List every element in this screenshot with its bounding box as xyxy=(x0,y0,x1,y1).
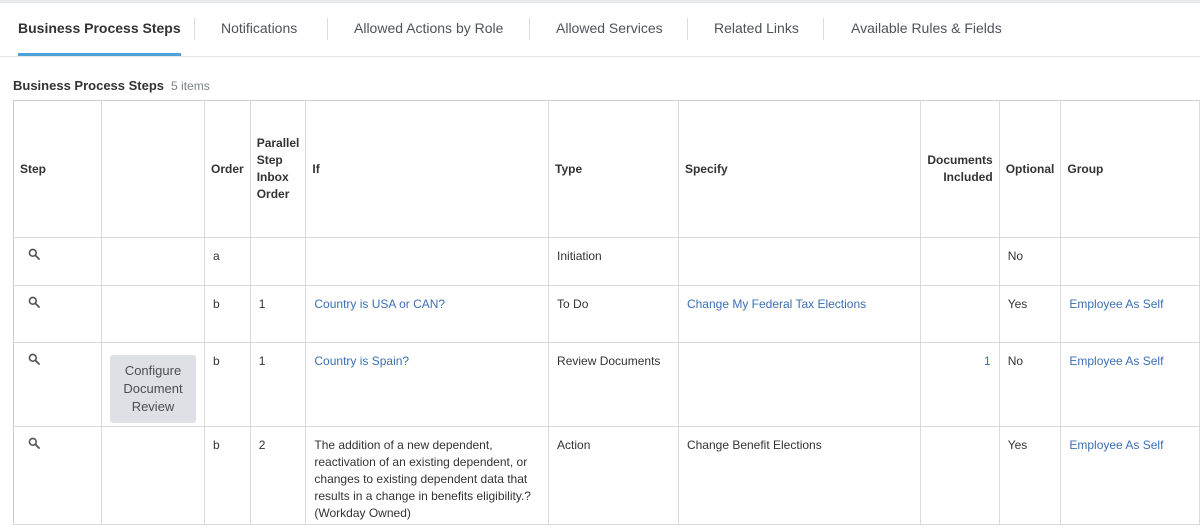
magnifier-icon[interactable] xyxy=(28,248,40,260)
step-cell xyxy=(14,343,102,427)
tab-divider xyxy=(194,18,195,40)
table-row xyxy=(14,238,1200,286)
tab-divider xyxy=(529,18,530,40)
tab-divider xyxy=(823,18,824,40)
magnifier-icon[interactable] xyxy=(28,296,40,308)
optional-cell: No xyxy=(999,343,1061,427)
specify-cell xyxy=(678,286,920,343)
group-cell xyxy=(1061,343,1200,427)
column-header-specify[interactable]: Specify xyxy=(678,101,920,238)
column-header-documents-included[interactable]: Documents Included xyxy=(921,101,999,238)
tab-allowed-services[interactable]: Allowed Services xyxy=(556,20,663,36)
group-link[interactable]: Employee As Self xyxy=(1069,354,1164,368)
condition-link[interactable]: Country is Spain? xyxy=(314,354,410,368)
tab-notifications[interactable]: Notifications xyxy=(221,20,298,36)
item-count: 5 items xyxy=(171,79,210,93)
parallel-order-cell xyxy=(250,238,306,286)
condition-link[interactable]: Country is USA or CAN? xyxy=(314,297,446,311)
tab-divider xyxy=(327,18,328,40)
step-cell xyxy=(14,238,102,286)
action-cell xyxy=(102,238,205,286)
specify-cell xyxy=(678,238,920,286)
specify-cell xyxy=(678,343,920,427)
tab-business-process-steps[interactable]: Business Process Steps xyxy=(18,3,181,56)
documents-cell xyxy=(921,238,999,286)
action-cell xyxy=(102,286,205,343)
table-header-row xyxy=(14,101,1200,238)
tab-bar xyxy=(0,3,1200,57)
documents-count-link[interactable]: 1 xyxy=(984,354,991,368)
section-title-text: Business Process Steps xyxy=(13,78,165,93)
column-header-parallel-step-inbox-order[interactable]: Parallel Step Inbox Order xyxy=(250,101,306,238)
column-header-type[interactable]: Type xyxy=(549,101,679,238)
table-row xyxy=(14,427,1200,525)
column-header-order[interactable]: Order xyxy=(205,101,251,238)
tab-related-links[interactable]: Related Links xyxy=(714,20,799,36)
group-link[interactable]: Employee As Self xyxy=(1069,438,1164,452)
documents-cell xyxy=(921,343,999,427)
specify-cell: Change Benefit Elections xyxy=(678,427,920,525)
configure-document-review-button[interactable]: Configure Document Review xyxy=(110,355,196,423)
group-cell xyxy=(1061,427,1200,525)
if-cell xyxy=(306,238,549,286)
column-header-step[interactable]: Step xyxy=(14,101,102,238)
table-row xyxy=(14,343,1200,427)
step-cell xyxy=(14,286,102,343)
business-process-steps-table xyxy=(13,100,1200,525)
magnifier-icon[interactable] xyxy=(28,437,40,449)
action-cell xyxy=(102,343,205,427)
if-cell xyxy=(306,286,549,343)
order-cell: b xyxy=(205,427,251,525)
if-cell xyxy=(306,343,549,427)
step-cell xyxy=(14,427,102,525)
group-link[interactable]: Employee As Self xyxy=(1069,297,1164,311)
column-header-if[interactable]: If xyxy=(306,101,549,238)
column-header-blank xyxy=(102,101,205,238)
action-cell xyxy=(102,427,205,525)
if-cell: The addition of a new dependent, reactivation of an existing dependent, or changes to existing dependent data that results in a change in benefits eligibility.? (Workday Owned) xyxy=(306,427,549,525)
parallel-order-cell: 1 xyxy=(250,343,306,427)
group-cell xyxy=(1061,238,1200,286)
tab-divider xyxy=(687,18,688,40)
optional-cell: Yes xyxy=(999,286,1061,343)
type-cell: Initiation xyxy=(549,238,679,286)
type-cell: To Do xyxy=(549,286,679,343)
group-cell xyxy=(1061,286,1200,343)
magnifier-icon[interactable] xyxy=(28,353,40,365)
type-cell: Review Documents xyxy=(549,343,679,427)
optional-cell: No xyxy=(999,238,1061,286)
column-header-group[interactable]: Group xyxy=(1061,101,1200,238)
column-header-optional[interactable]: Optional xyxy=(999,101,1061,238)
documents-cell xyxy=(921,286,999,343)
order-cell: b xyxy=(205,286,251,343)
specify-link[interactable]: Change My Federal Tax Elections xyxy=(686,297,867,311)
section-title xyxy=(13,78,210,93)
optional-cell: Yes xyxy=(999,427,1061,525)
type-cell: Action xyxy=(549,427,679,525)
parallel-order-cell: 2 xyxy=(250,427,306,525)
order-cell: b xyxy=(205,343,251,427)
table-row xyxy=(14,286,1200,343)
order-cell: a xyxy=(205,238,251,286)
documents-cell xyxy=(921,427,999,525)
tab-available-rules-fields[interactable]: Available Rules & Fields xyxy=(851,20,1002,36)
tab-allowed-actions-by-role[interactable]: Allowed Actions by Role xyxy=(354,20,504,36)
parallel-order-cell: 1 xyxy=(250,286,306,343)
